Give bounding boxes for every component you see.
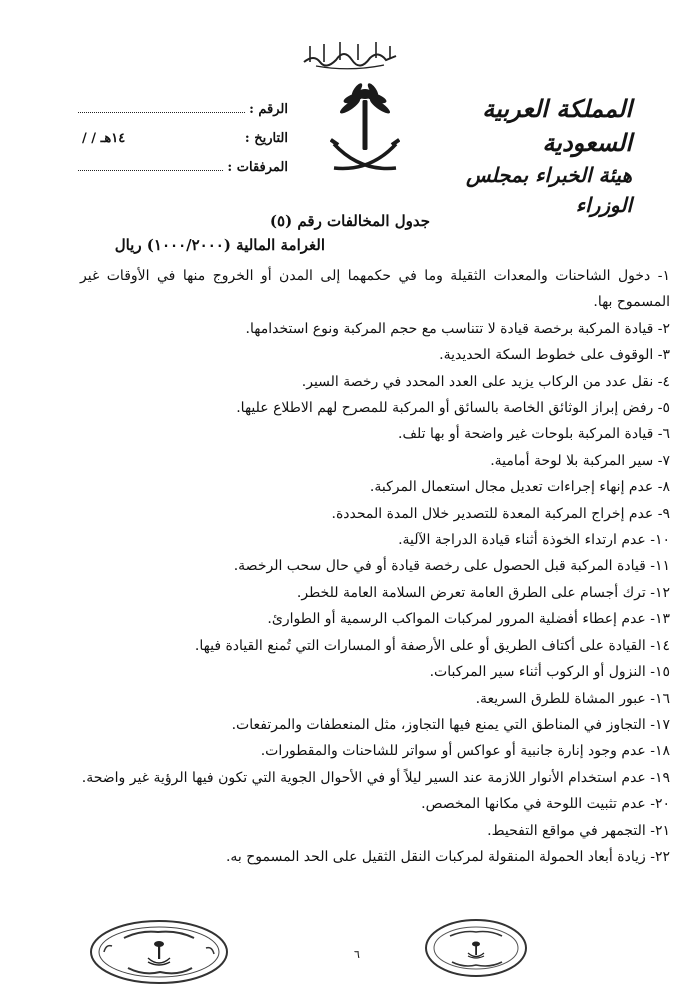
list-item: ١٨- عدم وجود إنارة جانبية أو عواكس أو سواتر للشاحنات والمقطورات. xyxy=(260,743,670,760)
list-item: ٢٢- زيادة أبعاد الحمولة المنقولة لمركبات النقل الثقيل على الحد المسموح به. xyxy=(225,848,670,865)
official-seal-right xyxy=(424,918,528,978)
list-item: ١٧- التجاوز في المناطق التي يمنع فيها التجاوز، مثل المنعطفات والمرتفعات. xyxy=(231,716,670,733)
attachments-line xyxy=(78,158,223,171)
list-item: ٩- عدم إخراج المركبة المعدة للتصدير خلال المدة المحددة. xyxy=(331,505,670,522)
date-label: التاريخ : xyxy=(244,131,288,146)
bismillah-calligraphy xyxy=(300,32,400,72)
org-line-2: هيئة الخبراء بمجلس الوزراء xyxy=(465,163,632,217)
list-item: ١- دخول الشاحنات والمعدات الثقيلة وما في حكمهما إلى المدن أو الخروج منها في الأوقات غير المسموح بها. xyxy=(80,268,670,311)
attachments-label: المرفقات : xyxy=(227,160,288,175)
list-item: ١٤- القيادة على أكتاف الطريق أو على الأرصفة أو المسارات التي تُمنع القيادة فيها. xyxy=(194,637,670,654)
fine-amount: الغرامة المالية (١٠٠٠/٢٠٠٠) ريال xyxy=(114,236,325,254)
list-item: ٦- قيادة المركبة بلوحات غير واضحة أو بها تلف. xyxy=(398,426,670,443)
list-item: ١٠- عدم ارتداء الخوذة أثناء قيادة الدراجة الآلية. xyxy=(398,532,670,549)
list-item: ٢١- التجمهر في مواقع التفحيط. xyxy=(487,822,670,839)
palm-swords-emblem xyxy=(330,82,400,182)
organization-name xyxy=(442,92,632,220)
list-item: ٧- سير المركبة بلا لوحة أمامية. xyxy=(490,452,670,469)
reference-block xyxy=(78,88,288,175)
list-item: ١٩- عدم استخدام الأنوار اللازمة عند السير ليلاً أو في الأحوال الجوية التي تكون فيها الرؤية غير واضحة. xyxy=(81,769,670,786)
list-item: ٣- الوقوف على خطوط السكة الحديدية. xyxy=(439,347,670,364)
list-item: ١٢- ترك أجسام على الطرق العامة تعرض السلامة العامة للخطر. xyxy=(296,584,670,601)
attachments-row xyxy=(78,146,288,175)
violations-list xyxy=(80,263,670,870)
date-row xyxy=(78,117,288,146)
document-title: جدول المخالفات رقم (٥) xyxy=(269,212,431,230)
page-number: ٦ xyxy=(354,948,360,961)
reference-label: الرقم : xyxy=(249,102,288,117)
org-line-1: المملكة العربية السعودية xyxy=(482,94,632,157)
list-item: ٥- رفض إبراز الوثائق الخاصة بالسائق أو المركبة للمصرح لهم الاطلاع عليها. xyxy=(236,400,670,417)
official-seal-left xyxy=(88,918,230,986)
list-item: ١١- قيادة المركبة قبل الحصول على رخصة قيادة أو في حال سحب الرخصة. xyxy=(233,558,670,575)
date-value: / / ١٤هـ xyxy=(82,131,126,146)
list-item: ٢- قيادة المركبة برخصة قيادة لا تتناسب مع حجم المركبة ونوع استخدامها. xyxy=(245,320,670,337)
list-item: ١٦- عبور المشاة للطرق السريعة. xyxy=(475,690,670,707)
list-item: ١٣- عدم إعطاء أفضلية المرور لمركبات المواكب الرسمية أو الطوارئ. xyxy=(267,611,670,628)
reference-line xyxy=(78,100,245,113)
list-item: ١٥- النزول أو الركوب أثناء سير المركبات. xyxy=(429,664,670,681)
list-item: ٢٠- عدم تثبيت اللوحة في مكانها المخصص. xyxy=(421,796,670,813)
list-item: ٨- عدم إنهاء إجراءات تعديل مجال استعمال المركبة. xyxy=(369,479,670,496)
reference-row xyxy=(78,88,288,117)
list-item: ٤- نقل عدد من الركاب يزيد على العدد المحدد في رخصة السير. xyxy=(301,373,670,390)
